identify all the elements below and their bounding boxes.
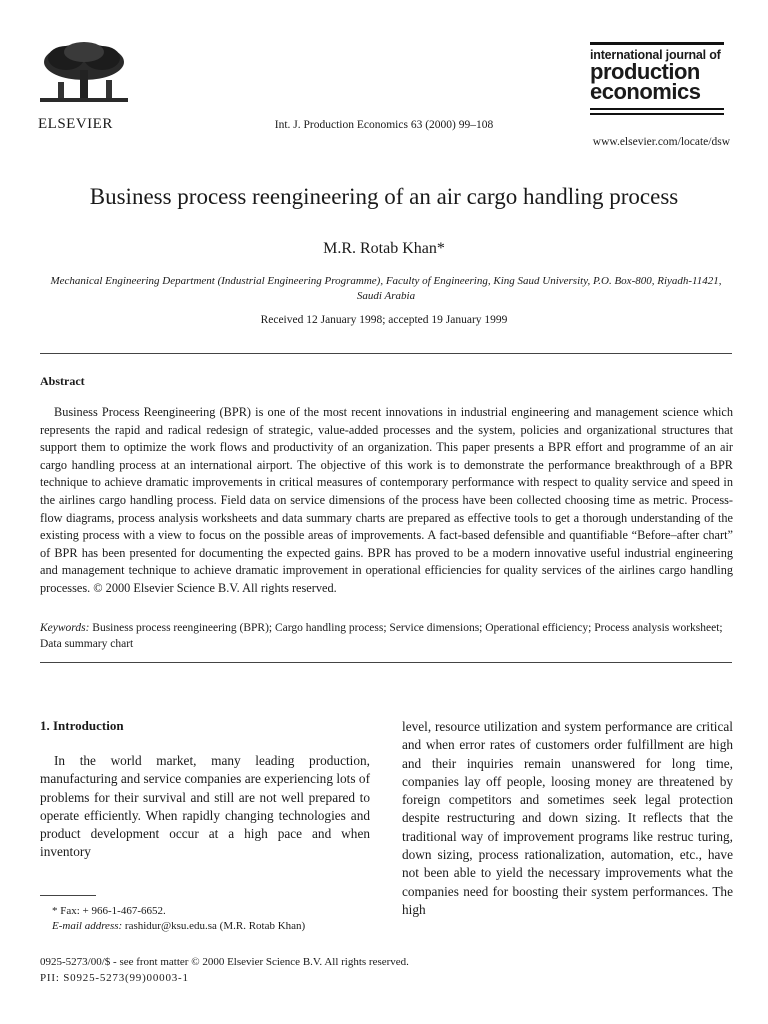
abstract-heading: Abstract [40,374,85,388]
brand-line-3: economics [590,79,701,104]
brand-line-1: international journal of [590,48,721,62]
footnote-email-line [52,919,305,934]
intro-paragraph: In the world market, many leading production, manufacturing and service companies are experiencing lots of problems for their survival and still are not well prepared to operate efficiently. When rapidly changing technologies and product development occur at a high pace and when inventory [40,753,370,860]
left-column [40,718,370,862]
publisher-name: ELSEVIER [38,116,113,132]
keywords [40,620,733,652]
issn-line: 0925-5273/00/$ - see front matter © 2000 Elsevier Science B.V. All rights reserved. [40,956,409,968]
brand-bar [590,113,724,115]
keywords-text: Business process reengineering (BPR); Cargo handling process; Service dimensions; Operational efficiency; Process analysis worksheet; Data summary chart [40,622,723,650]
intro-paragraph-continued: level, resource utilization and system performance are critical and when error rates of customers order fulfillment are high and their inquiries remain unanswered for long time, companies lay off people, loosing money are threatened by foreign competitors and sometimes seek legal protection despite restructuring and down sizing. It reflects that the traditional way of improvement programs like restruc turing, down sizing, process rationalization, automation, etc., have not been able to yield the necessary improvements what the companies need for boosting their system performances. The high [402,719,733,917]
pii-line: PII: S0925-5273(99)00003-1 [40,972,189,984]
author-name: M.R. Rotab Khan* [323,240,445,257]
brand-top-bar [590,42,724,45]
footnote-divider [40,895,96,896]
keywords-label: Keywords: [40,622,90,634]
footnote-email-label: E-mail address: [52,920,123,932]
footnote-fax: * Fax: + 966-1-467-6652. [52,905,166,917]
journal-citation: Int. J. Production Economics 63 (2000) 99–108 [274,119,494,131]
journal-url[interactable]: www.elsevier.com/locate/dsw [592,136,730,148]
author-affiliation: Mechanical Engineering Department (Industrial Engineering Programme), Faculty of Engineering, King Saud University, P.O. Box-800, Riyadh-11421, Saudi Arabia [50,275,722,302]
brand-bar [590,108,724,110]
right-column [402,718,733,919]
received-dates: Received 12 January 1998; accepted 19 January 1999 [260,314,508,326]
abstract-body: Business Process Reengineering (BPR) is one of the most recent innovations in industrial engineering and management science which represents the rapid and radical redesign of strategic, value-added processes and the system, policies and organizational structures that support them to optimize the work flows and productivity of an organization. This paper presents a BPR effort and programme of an air cargo handling process at an international airport. The objective of this work is to demonstrate the performance breakthrough of a BPR technique to achieve dramatic improvements in critical measures of contemporary performance with respect to quality service and speed in the airlines cargo handling process. Field data on service dimensions of the process have been collected choosing time as metric. Process-flow diagrams, process analysis worksheets and data summary charts are prepared as effective tools to get a thorough understanding of the existing process with a view to focus on the possible areas of improvements. A fact-based defensible and quantifiable “Before–after chart” of BPR has been presented for documenting the expected gains. BPR has proved to be a modern innovative useful industrial engineering and management technique to achieve dramatic improvement in operational efficiencies for quality services of the airlines cargo handling processes. © 2000 Elsevier Science B.V. All rights reserved. [40,405,733,595]
footnote-email[interactable]: rashidur@ksu.edu.sa (M.R. Rotab Khan) [124,920,306,932]
divider [40,662,732,663]
brand-line-2: production [590,59,700,84]
paper-title: Business process reengineering of an air cargo handling process [89,184,679,209]
bottom-meta [40,954,409,986]
divider [40,353,732,354]
journal-brand [590,42,730,115]
footnote [52,904,305,934]
section-heading: 1. Introduction [40,718,124,733]
elsevier-tree-logo [36,40,132,104]
